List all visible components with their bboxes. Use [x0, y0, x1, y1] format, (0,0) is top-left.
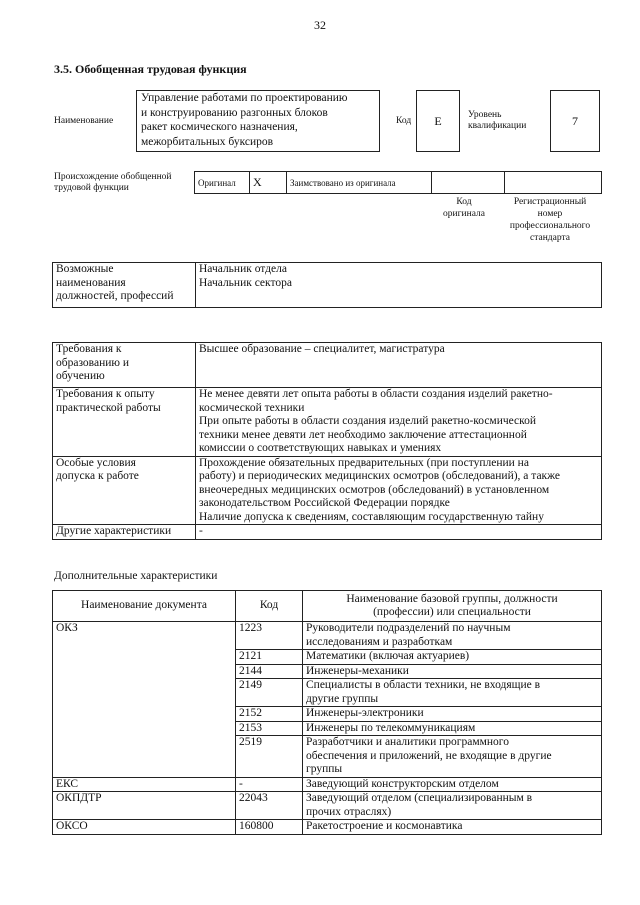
header-name: [303, 591, 602, 622]
caption-line: стандарта: [530, 233, 570, 243]
requirement-value: [196, 343, 602, 388]
value-line: -: [199, 525, 203, 537]
positions-label-line: должностей, профессий: [56, 290, 174, 302]
code-label: Код: [396, 116, 412, 126]
origin-table: [194, 171, 602, 194]
registration-number-cell: [505, 172, 602, 194]
value-line: комиссии о соответствующих навыках и умениях: [199, 442, 442, 454]
additional-title: Дополнительные характеристики: [54, 570, 218, 582]
value-line: работу) и периодических медицинских осмотров (обследований), а также: [199, 470, 561, 482]
requirement-row: [53, 525, 602, 540]
caption-line: Регистрационный: [513, 197, 587, 207]
function-name-line: и конструированию разгонных блоков: [141, 106, 328, 119]
name-line: Руководители подразделений по научным: [306, 622, 511, 634]
code-value-box: E: [416, 90, 460, 152]
label-line: практической работы: [56, 401, 161, 414]
original-mark: X: [250, 172, 287, 194]
positions-label: [53, 263, 196, 308]
requirement-value: [196, 388, 602, 457]
label-line: Требования к: [56, 343, 122, 355]
name-cell: [303, 820, 602, 835]
code-cell: 2153: [236, 721, 303, 736]
naming-label: Наименование: [54, 116, 114, 126]
name-cell: [303, 792, 602, 820]
value-line: Не менее девяти лет опыта работы в области создания изделий ракетно-: [199, 388, 553, 400]
code-cell: 2121: [236, 650, 303, 665]
level-label: [468, 110, 526, 132]
header-code: Код: [236, 591, 303, 622]
code-cell: 2519: [236, 736, 303, 778]
requirements-table: [52, 342, 602, 540]
name-line: обеспечения и приложений, не входящие в другие: [306, 749, 552, 762]
section-title: 3.5. Обобщенная трудовая функция: [54, 62, 247, 76]
value-line: космической техники: [199, 401, 305, 414]
code-cell: 2152: [236, 707, 303, 722]
requirement-value: [196, 525, 602, 540]
name-line: прочих отраслях): [306, 805, 392, 818]
function-name-line: межорбитальных буксиров: [141, 135, 274, 148]
label-line: образованию и: [56, 356, 129, 369]
original-code-cell: [432, 172, 505, 194]
name-line: группы: [306, 763, 343, 775]
name-cell: [303, 650, 602, 665]
code-cell: 22043: [236, 792, 303, 820]
table-row: [53, 622, 602, 650]
function-name-box: [136, 90, 380, 152]
code-cell: 160800: [236, 820, 303, 835]
code-cell: -: [236, 777, 303, 792]
value-line: Высшее образование – специалитет, магистратура: [199, 343, 445, 355]
registration-caption: [500, 196, 600, 244]
name-line: другие группы: [306, 692, 379, 705]
value-line: Прохождение обязательных предварительных (при поступлении на: [199, 456, 529, 469]
caption-line: номер: [537, 209, 563, 219]
name-line: Специалисты в области техники, не входящие в: [306, 679, 541, 691]
requirement-label: [53, 343, 196, 388]
borrowed-label: Заимствовано из оригинала: [287, 172, 432, 194]
doc-cell: ЕКС: [53, 777, 236, 792]
table-header-row: [53, 591, 602, 622]
position-item: Начальник сектора: [199, 276, 292, 289]
page-number: 32: [314, 18, 326, 32]
name-cell: [303, 664, 602, 679]
name-cell: [303, 736, 602, 778]
requirement-row: [53, 456, 602, 525]
caption-line: профессионального: [509, 221, 591, 231]
name-line: Математики (включая актуариев): [306, 650, 470, 662]
requirement-value: [196, 456, 602, 525]
code-cell: 2149: [236, 679, 303, 707]
name-line: Заведующий конструкторским отделом: [306, 777, 499, 790]
requirement-row: [53, 343, 602, 388]
level-label-line: квалификации: [468, 121, 527, 131]
additional-table: [52, 590, 602, 835]
requirement-label: [53, 456, 196, 525]
caption-line: оригинала: [443, 209, 485, 219]
value-line: внеочередных медицинских осмотров (обследований) в установленном: [199, 483, 550, 496]
table-row: [53, 777, 602, 792]
doc-cell: ОКПДТР: [53, 792, 236, 820]
code-original-caption: [428, 196, 500, 220]
header-name-line: (профессии) или специальности: [373, 606, 531, 618]
positions-label-line: наименования: [56, 276, 126, 289]
positions-values: [196, 263, 602, 308]
label-line: Другие характеристики: [56, 525, 172, 537]
origin-label-line: трудовой функции: [54, 183, 129, 193]
origin-label-line: Происхождение обобщенной: [54, 172, 172, 182]
name-cell: [303, 679, 602, 707]
header-doc: Наименование документа: [53, 591, 236, 622]
name-line: Инженеры-механики: [306, 664, 409, 677]
level-label-line: Уровень: [468, 110, 502, 120]
value-line: Наличие допуска к сведениям, составляющим государственную тайну: [199, 510, 544, 523]
table-row: [53, 820, 602, 835]
name-line: исследованиям и разработкам: [306, 635, 453, 648]
position-item: Начальник отдела: [199, 263, 287, 275]
original-label: Оригинал: [195, 172, 250, 194]
name-line: Инженеры-электроники: [306, 707, 424, 719]
positions-table: [52, 262, 602, 308]
code-cell: 2144: [236, 664, 303, 679]
name-cell: [303, 721, 602, 736]
label-line: Требования к опыту: [56, 388, 155, 400]
name-line: Инженеры по телекоммуникациям: [306, 721, 476, 734]
caption-line: Код: [456, 197, 472, 207]
name-cell: [303, 707, 602, 722]
name-line: Заведующий отделом (специализированным в: [306, 792, 533, 804]
level-value-box: 7: [550, 90, 600, 152]
value-line: законодательством Российской Федерации порядке: [199, 497, 450, 509]
function-name-line: Управление работами по проектированию: [141, 92, 348, 104]
table-row: [53, 792, 602, 820]
code-cell: 1223: [236, 622, 303, 650]
doc-cell: ОКСО: [53, 820, 236, 835]
value-line: техники менее девяти лет необходимо заключение аттестационной: [199, 428, 527, 441]
requirement-label: [53, 525, 196, 540]
name-cell: [303, 777, 602, 792]
label-line: обучению: [56, 370, 105, 382]
origin-label: [54, 172, 172, 194]
name-cell: [303, 622, 602, 650]
function-name-line: ракет космического назначения,: [141, 121, 298, 133]
requirement-row: [53, 388, 602, 457]
requirement-label: [53, 388, 196, 457]
label-line: Особые условия: [56, 456, 136, 469]
value-line: При опыте работы в области создания изделий ракетно-космической: [199, 415, 537, 427]
label-line: допуска к работе: [56, 470, 139, 482]
positions-label-line: Возможные: [56, 263, 114, 275]
header-name-line: Наименование базовой группы, должности: [346, 592, 558, 605]
name-line: Разработчики и аналитики программного: [306, 736, 509, 748]
doc-cell: ОКЗ: [53, 622, 236, 778]
name-line: Ракетостроение и космонавтика: [306, 820, 463, 832]
